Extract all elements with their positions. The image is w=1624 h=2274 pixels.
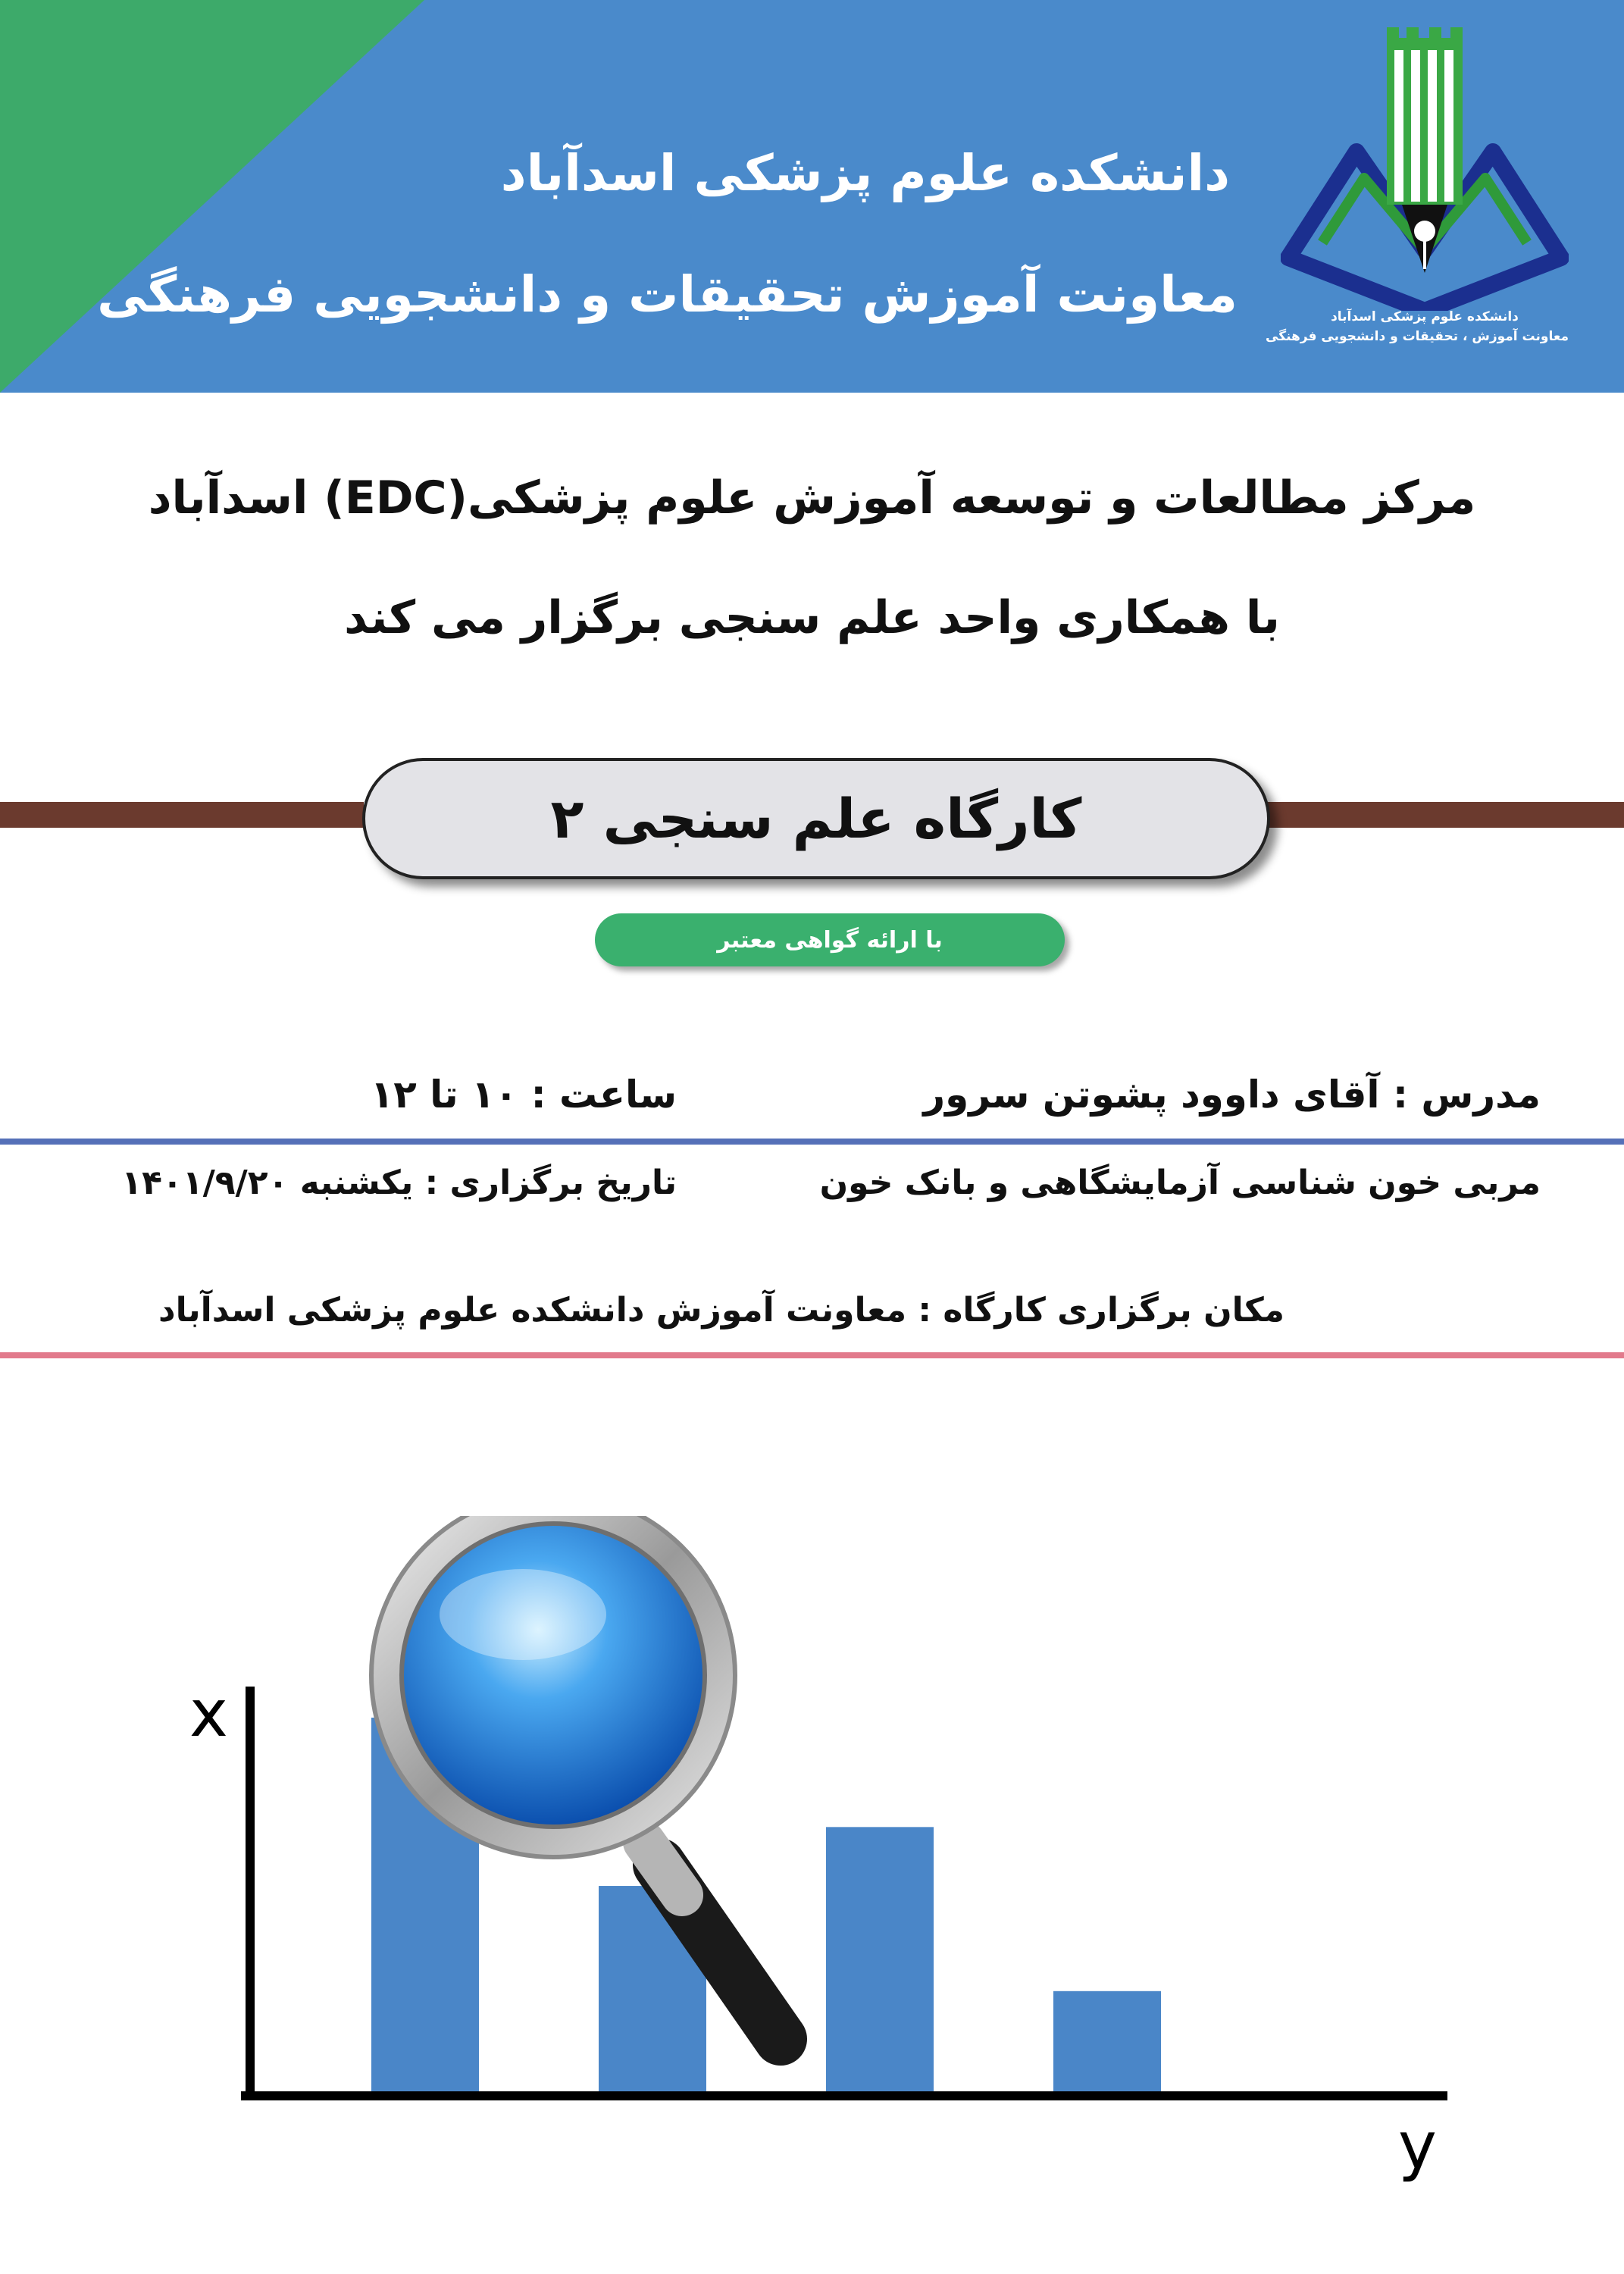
organizer-line: مرکز مطالعات و توسعه آموزش علوم پزشکی(EDC) اسدآباد — [148, 471, 1476, 525]
green-corner-decoration — [0, 0, 455, 393]
bar-chart-illustration — [0, 1516, 1624, 2274]
header-banner — [0, 0, 1624, 393]
pen-book-logo-icon — [1281, 23, 1569, 311]
deputy-title: معاونت آموزش تحقیقات و دانشجویی فرهنگی — [97, 265, 1238, 324]
chart-bar-4 — [1053, 1991, 1161, 2092]
workshop-time: ساعت : ۱۰ تا ۱۲ — [370, 1073, 677, 1117]
certificate-text: با ارائه گواهی معتبر — [717, 926, 943, 954]
logo-caption-1: دانشکده علوم پزشکی اسدآباد — [1331, 309, 1519, 324]
workshop-title-box — [362, 758, 1270, 879]
y-axis-label: x — [189, 1676, 228, 1752]
title-band-right — [1258, 802, 1624, 828]
certificate-badge — [595, 913, 1065, 966]
instructor-role: مربی خون شناسی آزمایشگاهی و بانک خون — [819, 1164, 1541, 1202]
divider-pink — [0, 1352, 1624, 1358]
collaboration-line: با همکاری واحد علم سنجی برگزار می کند — [344, 591, 1280, 644]
logo-caption-2: معاونت آموزش ، تحقیقات و دانشجویی فرهنگی — [1266, 329, 1569, 344]
chart-bar-3 — [826, 1827, 934, 2092]
workshop-title: کارگاه علم سنجی ۲ — [550, 787, 1082, 850]
faculty-title: دانشکده علوم پزشکی اسدآباد — [500, 144, 1230, 202]
divider-blue — [0, 1139, 1624, 1145]
workshop-date: تاریخ برگزاری : یکشنبه ۱۴۰۱/۹/۲۰ — [121, 1164, 677, 1202]
instructor-name: مدرس : آقای داوود پشوتن سرور — [923, 1073, 1541, 1117]
x-axis-label: y — [1398, 2108, 1437, 2184]
university-logo — [1266, 23, 1569, 356]
title-band-left — [0, 802, 364, 828]
workshop-venue: مکان برگزاری کارگاه : معاونت آموزش دانشکده علوم پزشکی اسدآباد — [158, 1291, 1284, 1330]
